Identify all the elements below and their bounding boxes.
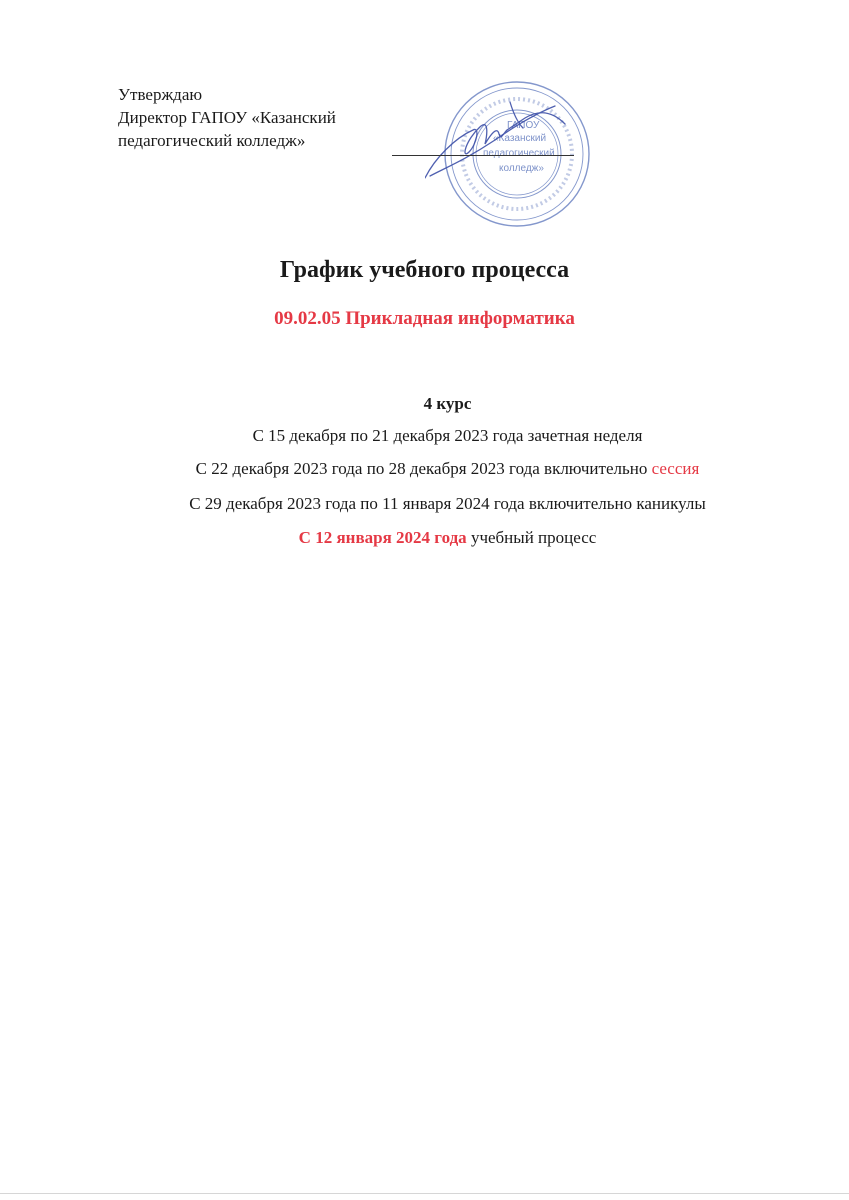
session-label: сессия — [651, 459, 700, 478]
approval-position: Директор ГАПОУ «Казанский — [118, 108, 336, 127]
schedule-line-credit-week: С 15 декабря по 21 декабря 2023 года зачетная неделя — [252, 426, 643, 445]
signature-line — [392, 155, 574, 156]
schedule-line-study — [0, 528, 849, 548]
session-dates: С 22 декабря 2023 года по 28 декабря 2023 года включительно — [195, 459, 652, 478]
stamp-text-2: «Казанский — [493, 133, 547, 144]
specialty-title: 09.02.05 Прикладная информатика — [274, 308, 575, 329]
approval-label: Утверждаю — [118, 85, 203, 104]
schedule-line-session — [0, 459, 849, 479]
approval-block — [118, 83, 336, 152]
official-stamp — [425, 78, 595, 228]
stamp-text-1: ГАПОУ — [507, 120, 540, 131]
approval-organization: педагогический колледж» — [118, 131, 306, 150]
study-start-date: С 12 января 2024 года — [298, 528, 467, 547]
document-title: График учебного процесса — [279, 257, 570, 283]
course-heading: 4 курс — [423, 394, 472, 413]
stamp-text-4: колледж» — [499, 163, 544, 174]
stamp-text-3: педагогический — [483, 148, 555, 159]
page-bottom-edge — [0, 1193, 849, 1194]
study-label: учебный процесс — [466, 528, 597, 547]
schedule-line-vacation: С 29 декабря 2023 года по 11 января 2024 года включительно каникулы — [189, 494, 706, 513]
